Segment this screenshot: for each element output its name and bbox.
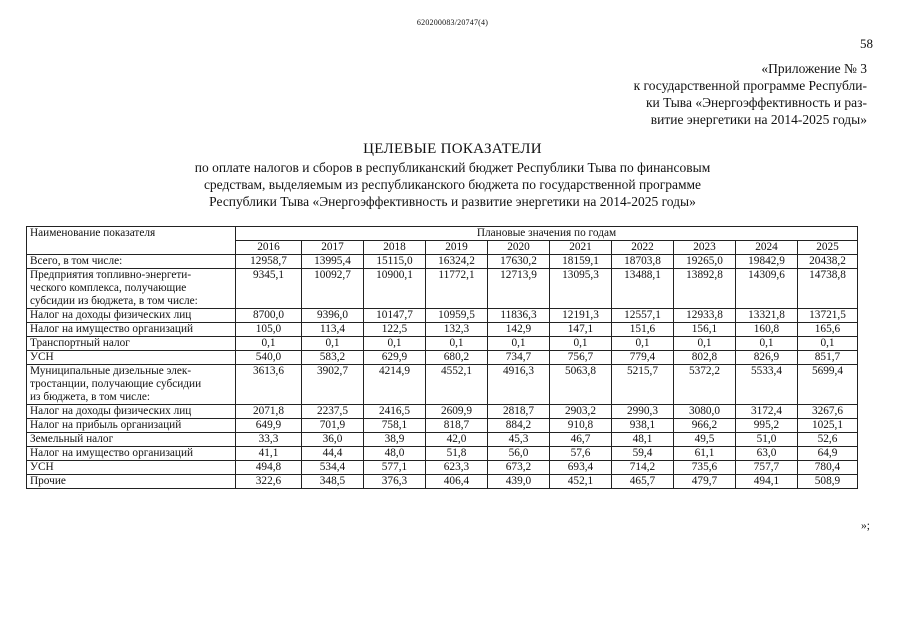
- table-row: [27, 447, 858, 461]
- value-cell: 5533,4: [736, 365, 798, 405]
- row-label: [27, 255, 236, 269]
- row-label: [27, 419, 236, 433]
- value-cell: 966,2: [674, 419, 736, 433]
- value-cell: 5699,4: [798, 365, 858, 405]
- value-cell: 0,1: [364, 337, 426, 351]
- row-label: [27, 269, 236, 309]
- value-cell: 439,0: [488, 475, 550, 489]
- table-row: [27, 351, 858, 365]
- row-label: [27, 433, 236, 447]
- year-header-2024: 2024: [736, 241, 798, 255]
- value-cell: 494,1: [736, 475, 798, 489]
- value-cell: 48,0: [364, 447, 426, 461]
- subtitle-line: средствам, выделяемым из республиканского бюджета по государственной программе: [203, 177, 702, 192]
- value-cell: 910,8: [550, 419, 612, 433]
- value-cell: 649,9: [236, 419, 302, 433]
- row-label: [27, 461, 236, 475]
- value-cell: 348,5: [302, 475, 364, 489]
- year-header-2021: 2021: [550, 241, 612, 255]
- value-cell: 802,8: [674, 351, 736, 365]
- subtitle-line: по оплате налогов и сборов в республиканский бюджет Республики Тыва по финансовым: [194, 160, 711, 175]
- row-label-line: Предприятия топливно-энергети-: [30, 269, 192, 281]
- value-cell: 122,5: [364, 323, 426, 337]
- value-cell: 0,1: [426, 337, 488, 351]
- value-cell: 10900,1: [364, 269, 426, 309]
- value-cell: 3172,4: [736, 405, 798, 419]
- table-row: [27, 255, 858, 269]
- row-label-line: Налог на имущество организаций: [30, 447, 194, 459]
- table-row: [27, 309, 858, 323]
- row-label-line: УСН: [30, 351, 54, 363]
- value-cell: 4214,9: [364, 365, 426, 405]
- year-header-2018: 2018: [364, 241, 426, 255]
- table-row: [27, 475, 858, 489]
- value-cell: 322,6: [236, 475, 302, 489]
- value-cell: 8700,0: [236, 309, 302, 323]
- closing-mark: »;: [861, 520, 870, 532]
- value-cell: 3902,7: [302, 365, 364, 405]
- value-cell: 11836,3: [488, 309, 550, 323]
- row-label-line: тростанции, получающие субсидии: [30, 378, 202, 390]
- appendix-line: к государственной программе Республи-: [633, 78, 867, 93]
- value-cell: 10959,5: [426, 309, 488, 323]
- value-cell: 735,6: [674, 461, 736, 475]
- value-cell: 12933,8: [674, 309, 736, 323]
- value-cell: 734,7: [488, 351, 550, 365]
- row-label-line: Налог на имущество организаций: [30, 323, 194, 335]
- year-header-2022: 2022: [612, 241, 674, 255]
- year-header-2017: 2017: [302, 241, 364, 255]
- value-cell: 52,6: [798, 433, 858, 447]
- value-cell: 13095,3: [550, 269, 612, 309]
- value-cell: 13488,1: [612, 269, 674, 309]
- value-cell: 105,0: [236, 323, 302, 337]
- year-header-2019: 2019: [426, 241, 488, 255]
- value-cell: 132,3: [426, 323, 488, 337]
- value-cell: 851,7: [798, 351, 858, 365]
- row-label-line: Налог на доходы физических лиц: [30, 309, 192, 321]
- value-cell: 818,7: [426, 419, 488, 433]
- value-cell: 5063,8: [550, 365, 612, 405]
- value-cell: 57,6: [550, 447, 612, 461]
- value-cell: 156,1: [674, 323, 736, 337]
- value-cell: 5372,2: [674, 365, 736, 405]
- row-label-line: Транспортный налог: [30, 337, 130, 349]
- value-cell: 44,4: [302, 447, 364, 461]
- value-cell: 693,4: [550, 461, 612, 475]
- year-header-2023: 2023: [674, 241, 736, 255]
- value-cell: 51,0: [736, 433, 798, 447]
- value-cell: 14309,6: [736, 269, 798, 309]
- value-cell: 3080,0: [674, 405, 736, 419]
- value-cell: 160,8: [736, 323, 798, 337]
- value-cell: 540,0: [236, 351, 302, 365]
- page-title: ЦЕЛЕВЫЕ ПОКАЗАТЕЛИ: [363, 141, 542, 157]
- page-number: 58: [860, 36, 873, 51]
- value-cell: 406,4: [426, 475, 488, 489]
- value-cell: 64,9: [798, 447, 858, 461]
- appendix-line: ки Тыва «Энергоэффективность и раз-: [645, 95, 867, 110]
- value-cell: 151,6: [612, 323, 674, 337]
- value-cell: 51,8: [426, 447, 488, 461]
- value-cell: 45,3: [488, 433, 550, 447]
- value-cell: 2609,9: [426, 405, 488, 419]
- row-label-line: Всего, в том числе:: [30, 255, 123, 267]
- value-cell: 758,1: [364, 419, 426, 433]
- value-cell: 42,0: [426, 433, 488, 447]
- row-label-line: из бюджета, в том числе:: [30, 391, 150, 403]
- appendix-note: [567, 60, 867, 128]
- row-label: [27, 309, 236, 323]
- table-row: [27, 405, 858, 419]
- value-cell: 452,1: [550, 475, 612, 489]
- value-cell: 49,5: [674, 433, 736, 447]
- value-cell: 142,9: [488, 323, 550, 337]
- value-cell: 36,0: [302, 433, 364, 447]
- table-row: [27, 433, 858, 447]
- value-cell: 577,1: [364, 461, 426, 475]
- table-row: [27, 461, 858, 475]
- title-block: [0, 140, 905, 210]
- row-label-line: Муниципальные дизельные элек-: [30, 365, 192, 377]
- value-cell: 33,3: [236, 433, 302, 447]
- value-cell: 14738,8: [798, 269, 858, 309]
- row-label-line: ческого комплекса, получающие: [30, 282, 187, 294]
- value-cell: 13995,4: [302, 255, 364, 269]
- value-cell: 0,1: [798, 337, 858, 351]
- row-label-line: субсидии из бюджета, в том числе:: [30, 295, 198, 307]
- value-cell: 17630,2: [488, 255, 550, 269]
- value-cell: 5215,7: [612, 365, 674, 405]
- value-cell: 826,9: [736, 351, 798, 365]
- value-cell: 680,2: [426, 351, 488, 365]
- value-cell: 376,3: [364, 475, 426, 489]
- value-cell: 41,1: [236, 447, 302, 461]
- value-cell: 18159,1: [550, 255, 612, 269]
- value-cell: 673,2: [488, 461, 550, 475]
- value-cell: 757,7: [736, 461, 798, 475]
- value-cell: 11772,1: [426, 269, 488, 309]
- value-cell: 629,9: [364, 351, 426, 365]
- value-cell: 0,1: [674, 337, 736, 351]
- value-cell: 2903,2: [550, 405, 612, 419]
- value-cell: 12191,3: [550, 309, 612, 323]
- value-cell: 2818,7: [488, 405, 550, 419]
- value-cell: 16324,2: [426, 255, 488, 269]
- year-header-2016: 2016: [236, 241, 302, 255]
- value-cell: 61,1: [674, 447, 736, 461]
- value-cell: 63,0: [736, 447, 798, 461]
- value-cell: 0,1: [236, 337, 302, 351]
- value-cell: 0,1: [488, 337, 550, 351]
- value-cell: 995,2: [736, 419, 798, 433]
- row-label: [27, 365, 236, 405]
- row-label: [27, 323, 236, 337]
- value-cell: 4552,1: [426, 365, 488, 405]
- value-cell: 2990,3: [612, 405, 674, 419]
- value-cell: 938,1: [612, 419, 674, 433]
- value-cell: 1025,1: [798, 419, 858, 433]
- column-group-header: Плановые значения по годам: [236, 227, 858, 241]
- row-label-line: Земельный налог: [30, 433, 114, 445]
- value-cell: 479,7: [674, 475, 736, 489]
- indicators-table: [26, 226, 858, 489]
- year-header-2020: 2020: [488, 241, 550, 255]
- value-cell: 701,9: [302, 419, 364, 433]
- value-cell: 494,8: [236, 461, 302, 475]
- value-cell: 20438,2: [798, 255, 858, 269]
- value-cell: 18703,8: [612, 255, 674, 269]
- row-label: [27, 405, 236, 419]
- value-cell: 623,3: [426, 461, 488, 475]
- table-row: [27, 365, 858, 405]
- value-cell: 12557,1: [612, 309, 674, 323]
- table-row: [27, 323, 858, 337]
- value-cell: 2237,5: [302, 405, 364, 419]
- value-cell: 465,7: [612, 475, 674, 489]
- row-label-line: Налог на прибыль организаций: [30, 419, 182, 431]
- value-cell: 508,9: [798, 475, 858, 489]
- value-cell: 0,1: [736, 337, 798, 351]
- document-id: 620200083/20747(4): [416, 18, 489, 27]
- value-cell: 13892,8: [674, 269, 736, 309]
- value-cell: 2071,8: [236, 405, 302, 419]
- value-cell: 0,1: [612, 337, 674, 351]
- value-cell: 0,1: [550, 337, 612, 351]
- table-row: [27, 269, 858, 309]
- value-cell: 0,1: [302, 337, 364, 351]
- column-header-name: Наименование показателя: [27, 227, 236, 255]
- appendix-line: витие энергетики на 2014-2025 годы»: [650, 112, 867, 127]
- value-cell: 4916,3: [488, 365, 550, 405]
- value-cell: 12713,9: [488, 269, 550, 309]
- value-cell: 165,6: [798, 323, 858, 337]
- row-label: [27, 351, 236, 365]
- table-body: [27, 255, 858, 489]
- value-cell: 12958,7: [236, 255, 302, 269]
- value-cell: 9396,0: [302, 309, 364, 323]
- value-cell: 10147,7: [364, 309, 426, 323]
- value-cell: 884,2: [488, 419, 550, 433]
- value-cell: 714,2: [612, 461, 674, 475]
- subtitle-line: Республики Тыва «Энергоэффективность и развитие энергетики на 2014-2025 годы»: [209, 194, 696, 209]
- value-cell: 59,4: [612, 447, 674, 461]
- value-cell: 3613,6: [236, 365, 302, 405]
- value-cell: 534,4: [302, 461, 364, 475]
- row-label: [27, 475, 236, 489]
- value-cell: 15115,0: [364, 255, 426, 269]
- value-cell: 583,2: [302, 351, 364, 365]
- value-cell: 113,4: [302, 323, 364, 337]
- year-header-2025: 2025: [798, 241, 858, 255]
- value-cell: 13321,8: [736, 309, 798, 323]
- table-row: [27, 337, 858, 351]
- row-label-line: Налог на доходы физических лиц: [30, 405, 192, 417]
- value-cell: 2416,5: [364, 405, 426, 419]
- row-label-line: Прочие: [30, 475, 66, 487]
- value-cell: 147,1: [550, 323, 612, 337]
- value-cell: 48,1: [612, 433, 674, 447]
- value-cell: 779,4: [612, 351, 674, 365]
- value-cell: 19265,0: [674, 255, 736, 269]
- value-cell: 46,7: [550, 433, 612, 447]
- row-label: [27, 337, 236, 351]
- value-cell: 9345,1: [236, 269, 302, 309]
- value-cell: 756,7: [550, 351, 612, 365]
- value-cell: 10092,7: [302, 269, 364, 309]
- value-cell: 38,9: [364, 433, 426, 447]
- value-cell: 13721,5: [798, 309, 858, 323]
- row-label-line: УСН: [30, 461, 54, 473]
- value-cell: 19842,9: [736, 255, 798, 269]
- value-cell: 3267,6: [798, 405, 858, 419]
- value-cell: 56,0: [488, 447, 550, 461]
- appendix-line: «Приложение № 3: [761, 61, 867, 76]
- table-row: [27, 419, 858, 433]
- value-cell: 780,4: [798, 461, 858, 475]
- row-label: [27, 447, 236, 461]
